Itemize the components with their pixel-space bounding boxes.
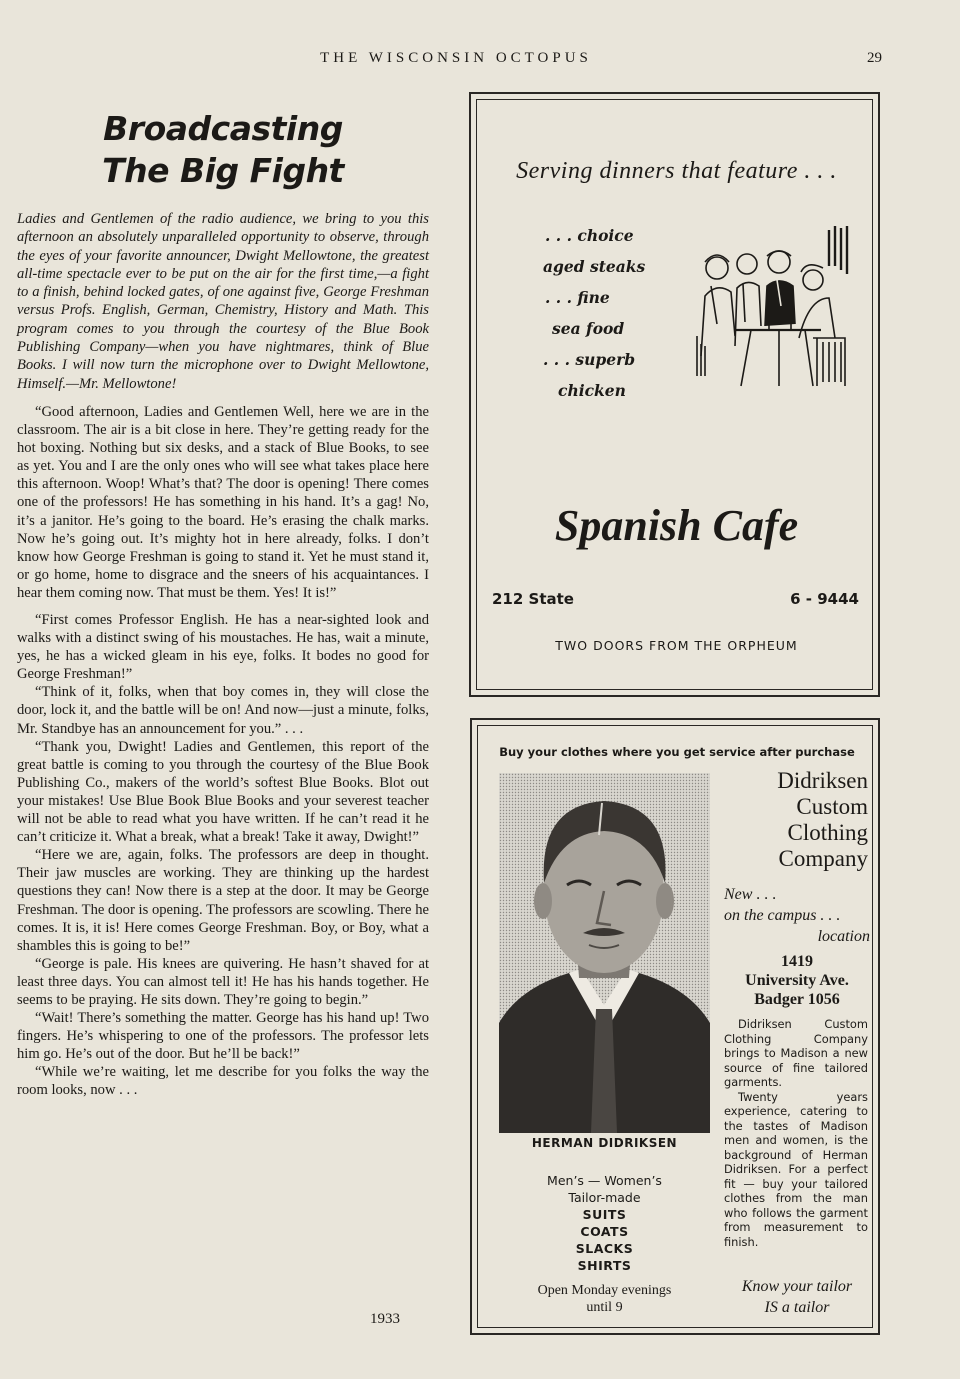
- article-paragraph: “While we’re waiting, let me describe for you folks the way the room looks, now . . .: [17, 1064, 429, 1099]
- motto-line: IS a tailor: [764, 1299, 830, 1316]
- cafe-phone: 6 - 9444: [790, 590, 859, 608]
- article-title-line-1: Broadcasting: [103, 109, 343, 148]
- ad-inner-border: [476, 99, 873, 690]
- menu-line: . . . fine: [545, 288, 610, 307]
- article-title: [17, 108, 429, 192]
- new-line: New . . .: [724, 886, 777, 903]
- ad-inner-border: [477, 725, 873, 1328]
- menu-line: . . . choice: [545, 226, 634, 245]
- article-paragraph: “First comes Professor English. He has a near-sighted look and walks with a distinct swing of his moustaches. He has, wait a minute, yes, he has a wicked gleam in his eye, folks. It bodes no good for George Freshman!”: [17, 612, 429, 683]
- running-header: [0, 50, 960, 70]
- article-paragraph: “Here we are, again, folks. The professors are deep in thought. Their jaw muscles are working. They are thinking up the hardest questions they can! Now there is a step at the door. It may be George Freshman. The door is opening. The professors are scowling. There he comes. It is, it is! Here comes George Freshman. Boy, or Boy, what a shambles this is going to be!”: [17, 847, 429, 954]
- menu-line: aged steaks: [543, 257, 646, 276]
- cafe-headline: Serving dinners that feature . . .: [516, 158, 837, 184]
- offer-line: Men’s — Women’s: [547, 1173, 662, 1188]
- page-number: 29: [867, 50, 882, 66]
- store-hours: [499, 1282, 710, 1316]
- folio: 1933: [370, 1311, 400, 1327]
- offer-line: Tailor-made: [568, 1190, 641, 1205]
- article-paragraph: “Think of it, folks, when that boy comes in, they will close the door, lock it, and the battle will be on! And now—just a minute, folks, Mr. Standbye has an announcement for you.” . . .: [17, 684, 429, 737]
- menu-line: chicken: [558, 381, 626, 400]
- cafe-name: Spanish Cafe: [554, 501, 799, 550]
- new-location-note: [724, 884, 870, 947]
- dining-couples-illustration-icon: [695, 226, 855, 391]
- tailor-tagline: Buy your clothes where you get service after purchase: [499, 745, 855, 759]
- article-paragraph: “Thank you, Dwight! Ladies and Gentlemen, this report of the great battle is coming to you through the courtesy of the Blue Book Publishing Co., makers of the world’s softest Blue Books. Blot out your mistakes! Use Blue Book Blue Books and your severest teacher will not be able to read what you have written. If he can’t read it he can’t criticize it. What a break, what a break! Take it away, Dwight!”: [17, 738, 429, 846]
- tailor-offer: [499, 1172, 710, 1274]
- new-line: on the campus . . .: [724, 907, 841, 924]
- article-paragraph: “Wait! There’s something the matter. George has his hand up! Two fingers. He’s whispering to one of the professors. The professor lets him go. He’s out of the door. But he’ll be back!”: [17, 1010, 429, 1063]
- company-name: [720, 768, 868, 872]
- cafe-location-note: TWO DOORS FROM THE ORPHEUM: [555, 638, 798, 653]
- company-name-line: Custom: [796, 794, 868, 819]
- offer-item: SHIRTS: [577, 1258, 632, 1273]
- didriksen-clothing-ad: [470, 718, 880, 1335]
- tailor-address: [724, 952, 870, 1009]
- new-line: location: [817, 928, 870, 945]
- running-head: THE WISCONSIN OCTOPUS: [320, 50, 592, 66]
- article-paragraph: “Good afternoon, Ladies and Gentlemen Well, here we are in the classroom. The air is a bit close in here. They’re getting ready for the hot boxing. Nothing but six desks, and a stack of Blue Books, to see as yet. You and I are the only ones who will see what takes place here this afternoon. Woop! What’s that? The door is opening! There comes one of the professors! He has something in his hand. It’s a gag! No, it’s a janitor. He’s going to the board. He’s erasing the chalk marks. Now he’s going out. It’s mighty hot in here already, folks. I don’t know how George Freshman is going to stand it. Yet he must stand it, or go home, home to disgrace and the sneers of his acquaintances. I hear them coming now. That must be them. Yes! It is!”: [17, 403, 429, 601]
- hours-line: until 9: [586, 1300, 623, 1315]
- tailor-motto: [724, 1276, 870, 1318]
- portrait-photo: [499, 773, 710, 1133]
- offer-item: COATS: [580, 1224, 629, 1239]
- description-paragraph: Twenty years experience, catering to the tastes of Madison men and women, is the background of Herman Didriksen. For a perfect fit — buy your tailored clothes from the man who follows the garment from measurement to finish.: [724, 1089, 868, 1249]
- motto-line: Know your tailor: [741, 1278, 853, 1295]
- hours-line: Open Monday evenings: [537, 1283, 672, 1298]
- spanish-cafe-ad: [469, 92, 880, 697]
- photo-caption: HERMAN DIDRIKSEN: [531, 1136, 678, 1150]
- article-body: [17, 403, 429, 1100]
- article: [17, 108, 429, 1100]
- article-paragraph: “George is pale. His knees are quivering. He hasn’t shaved for at least three days. You can almost tell it! He has his hands together. He seems to be praying. He sits down. They’re going to begin.”: [17, 955, 429, 1008]
- tailor-description: [724, 1017, 868, 1249]
- article-title-line-2: The Big Fight: [102, 151, 344, 190]
- menu-line: . . . superb: [543, 350, 636, 369]
- tailor-phone: Badger 1056: [754, 991, 840, 1008]
- offer-item: SUITS: [582, 1207, 627, 1222]
- menu-line: sea food: [552, 319, 625, 338]
- company-name-line: Didriksen: [777, 768, 868, 793]
- cafe-address: 212 State: [492, 590, 574, 608]
- address-line: 1419: [781, 953, 813, 970]
- offer-item: SLACKS: [575, 1241, 634, 1256]
- company-name-line: Company: [778, 846, 868, 871]
- description-paragraph: Didriksen Custom Clothing Company brings to Madison a new source of fine tailored garments.: [724, 1017, 868, 1089]
- company-name-line: Clothing: [787, 820, 868, 845]
- article-intro: Ladies and Gentlemen of the radio audience, we bring to you this afternoon an absolutely unparalleled opportunity to observe, through the eyes of your favorite announcer, Dwight Mellowtone, the greatest all-time spectacle ever to be put on the air for the first time,—a fight to a finish, behind locked gates, of one against five, George Freshman versus Profs. English, German, Chemistry, History and Math. This program comes to you through the courtesy of the Blue Book Publishing Company—when you have nightmares, think of Blue Books. I will now turn the microphone over to Dwight Mellowtone, Himself.—Mr. Mellowtone!: [17, 211, 429, 392]
- address-line: University Ave.: [745, 972, 849, 989]
